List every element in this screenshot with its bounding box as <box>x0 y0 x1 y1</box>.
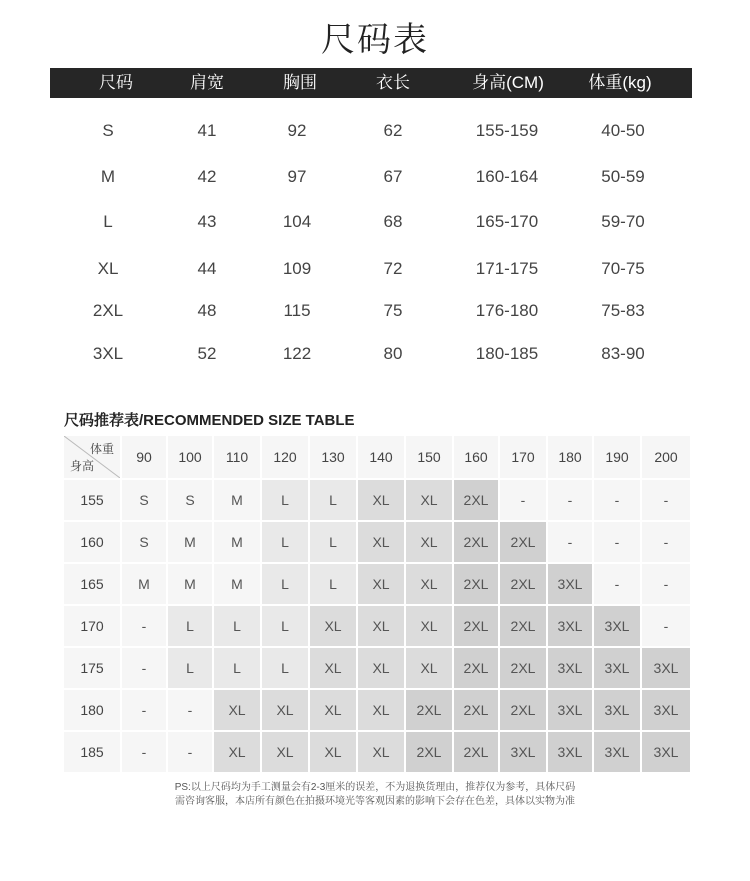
height-header: 170 <box>64 606 120 646</box>
recommend-cell: L <box>214 648 260 688</box>
header-weight: 体重(kg) <box>588 73 652 92</box>
recommend-cell: L <box>310 522 356 562</box>
recommend-cell: 3XL <box>548 732 592 772</box>
header-chest: 胸围 <box>283 73 317 92</box>
recommend-cell: - <box>548 480 592 520</box>
size-cell: 160-164 <box>475 167 539 186</box>
recommend-cell: XL <box>406 522 452 562</box>
recommend-cell: XL <box>406 606 452 646</box>
recommend-cell: 2XL <box>500 522 546 562</box>
size-cell: 83-90 <box>601 344 645 363</box>
size-cell: 75 <box>383 301 403 320</box>
recommend-cell: XL <box>358 564 404 604</box>
recommend-cell: - <box>642 480 690 520</box>
size-cell: L <box>103 212 113 231</box>
size-cell: 72 <box>383 259 403 278</box>
recommend-cell: M <box>214 480 260 520</box>
size-row <box>0 162 750 192</box>
recommend-cell: 2XL <box>454 648 498 688</box>
weight-header: 90 <box>122 436 166 478</box>
height-header: 175 <box>64 648 120 688</box>
size-cell: 41 <box>197 121 217 140</box>
recommend-cell: XL <box>358 480 404 520</box>
weight-header: 190 <box>594 436 640 478</box>
recommend-cell: XL <box>214 732 260 772</box>
size-cell: 97 <box>287 167 307 186</box>
height-header: 185 <box>64 732 120 772</box>
recommend-cell: M <box>122 564 166 604</box>
recommend-cell: L <box>168 648 212 688</box>
size-cell: 115 <box>283 301 311 320</box>
size-cell: 165-170 <box>475 212 539 231</box>
recommend-cell: - <box>594 480 640 520</box>
size-cell: 109 <box>282 259 312 278</box>
header-shoulder: 肩宽 <box>190 73 224 92</box>
weight-header: 110 <box>214 436 260 478</box>
size-cell: 59-70 <box>601 212 645 231</box>
header-size: 尺码 <box>99 73 133 92</box>
recommend-cell: M <box>214 564 260 604</box>
size-row <box>0 207 750 237</box>
size-cell: 180-185 <box>475 344 539 363</box>
recommend-cell: 3XL <box>642 690 690 730</box>
recommend-cell: M <box>168 564 212 604</box>
ps-note <box>0 781 750 809</box>
recommend-cell: L <box>310 564 356 604</box>
recommend-cell: - <box>548 522 592 562</box>
size-cell: 43 <box>197 212 217 231</box>
recommend-cell: XL <box>214 690 260 730</box>
recommend-cell: - <box>122 648 166 688</box>
ps-note-line: PS:以上尺码均为手工测量会有2-3厘米的误差，不为退换货理由，推荐仅为参考，具体尺码 <box>174 782 576 793</box>
recommend-cell: XL <box>358 522 404 562</box>
weight-header: 160 <box>454 436 498 478</box>
recommend-cell: - <box>642 522 690 562</box>
recommend-title: 尺码推荐表/RECOMMENDED SIZE TABLE <box>64 412 355 429</box>
size-cell: 122 <box>282 344 312 363</box>
size-cell: XL <box>97 259 119 278</box>
size-cell: 3XL <box>92 344 124 363</box>
weight-header: 130 <box>310 436 356 478</box>
size-cell: 67 <box>383 167 403 186</box>
size-cell: 176-180 <box>475 301 539 320</box>
recommend-cell: 3XL <box>594 648 640 688</box>
recommend-cell: L <box>168 606 212 646</box>
recommend-cell: L <box>214 606 260 646</box>
recommend-cell: 3XL <box>548 606 592 646</box>
recommend-cell: L <box>262 522 308 562</box>
recommend-cell: - <box>122 732 166 772</box>
height-header: 155 <box>64 480 120 520</box>
height-header: 180 <box>64 690 120 730</box>
recommend-cell: 3XL <box>642 732 690 772</box>
recommend-cell: 2XL <box>454 690 498 730</box>
recommend-cell: - <box>642 564 690 604</box>
recommend-cell: 2XL <box>454 732 498 772</box>
weight-header: 100 <box>168 436 212 478</box>
recommend-cell: L <box>262 480 308 520</box>
recommend-cell: XL <box>262 690 308 730</box>
size-cell: 92 <box>287 121 307 140</box>
size-cell: 70-75 <box>601 259 645 278</box>
size-cell: S <box>102 121 114 140</box>
recommend-cell: 3XL <box>548 648 592 688</box>
weight-header: 180 <box>548 436 592 478</box>
recommend-cell: L <box>262 606 308 646</box>
size-cell: 62 <box>383 121 403 140</box>
recommend-cell: XL <box>358 606 404 646</box>
size-cell: 80 <box>383 344 403 363</box>
recommend-cell: L <box>262 648 308 688</box>
size-cell: 68 <box>383 212 403 231</box>
grid-corner <box>64 436 120 478</box>
recommend-cell: XL <box>406 480 452 520</box>
size-cell: 42 <box>197 167 217 186</box>
recommend-cell: XL <box>406 564 452 604</box>
height-header: 160 <box>64 522 120 562</box>
recommend-cell: XL <box>358 648 404 688</box>
recommend-cell: 2XL <box>454 522 498 562</box>
recommend-cell: S <box>168 480 212 520</box>
header-length: 衣长 <box>376 73 410 92</box>
recommend-cell: L <box>310 480 356 520</box>
size-row <box>0 254 750 284</box>
weight-header: 200 <box>642 436 690 478</box>
ps-note-line: 需咨询客服，本店所有颜色在拍摄环境光等客观因素的影响下会存在色差，具体以实物为准 <box>175 796 575 807</box>
header-height: 身高(CM) <box>472 73 544 92</box>
recommend-cell: M <box>214 522 260 562</box>
recommend-cell: - <box>500 480 546 520</box>
recommend-cell: 2XL <box>500 648 546 688</box>
size-cell: 50-59 <box>601 167 645 186</box>
size-row <box>0 296 750 326</box>
recommend-cell: XL <box>406 648 452 688</box>
recommend-cell: 2XL <box>500 564 546 604</box>
corner-weight-label: 体重 <box>89 442 114 456</box>
height-header: 165 <box>64 564 120 604</box>
weight-header: 170 <box>500 436 546 478</box>
recommend-cell: - <box>168 690 212 730</box>
recommend-cell: XL <box>310 732 356 772</box>
weight-header: 120 <box>262 436 308 478</box>
recommend-cell: - <box>168 732 212 772</box>
recommend-cell: M <box>168 522 212 562</box>
size-row <box>0 116 750 146</box>
recommend-cell: 3XL <box>548 690 592 730</box>
recommend-cell: - <box>122 690 166 730</box>
recommend-cell: XL <box>310 648 356 688</box>
recommend-cell: - <box>594 522 640 562</box>
recommend-cell: 2XL <box>406 732 452 772</box>
size-cell: 48 <box>197 301 217 320</box>
recommend-cell: L <box>262 564 308 604</box>
recommend-cell: 3XL <box>548 564 592 604</box>
recommend-cell: XL <box>358 690 404 730</box>
size-cell: 52 <box>197 344 217 363</box>
recommend-cell: S <box>122 522 166 562</box>
size-cell: 2XL <box>92 301 124 320</box>
recommend-cell: XL <box>262 732 308 772</box>
corner-height-label: 身高 <box>70 459 95 473</box>
size-cell: 75-83 <box>601 301 645 320</box>
weight-header: 140 <box>358 436 404 478</box>
recommend-cell: XL <box>310 690 356 730</box>
recommend-cell: 2XL <box>454 606 498 646</box>
size-cell: 40-50 <box>601 121 645 140</box>
recommend-cell: - <box>642 606 690 646</box>
recommend-cell: 3XL <box>594 732 640 772</box>
size-cell: M <box>100 167 116 186</box>
recommend-cell: 2XL <box>454 480 498 520</box>
size-cell: 104 <box>282 212 312 231</box>
recommend-cell: 3XL <box>500 732 546 772</box>
recommend-cell: 2XL <box>454 564 498 604</box>
size-cell: 44 <box>197 259 217 278</box>
recommend-cell: 2XL <box>500 690 546 730</box>
recommend-cell: XL <box>358 732 404 772</box>
size-row <box>0 339 750 369</box>
size-table-header <box>50 68 692 98</box>
page-title: 尺码表 <box>321 20 429 60</box>
size-cell: 171-175 <box>475 259 539 278</box>
recommend-cell: - <box>122 606 166 646</box>
recommend-cell: - <box>594 564 640 604</box>
recommend-cell: 2XL <box>500 606 546 646</box>
recommend-cell: 2XL <box>406 690 452 730</box>
weight-header: 150 <box>406 436 452 478</box>
recommend-cell: 3XL <box>594 690 640 730</box>
recommend-cell: 3XL <box>642 648 690 688</box>
recommend-cell: 3XL <box>594 606 640 646</box>
recommend-cell: S <box>122 480 166 520</box>
recommend-cell: XL <box>310 606 356 646</box>
size-cell: 155-159 <box>475 121 539 140</box>
